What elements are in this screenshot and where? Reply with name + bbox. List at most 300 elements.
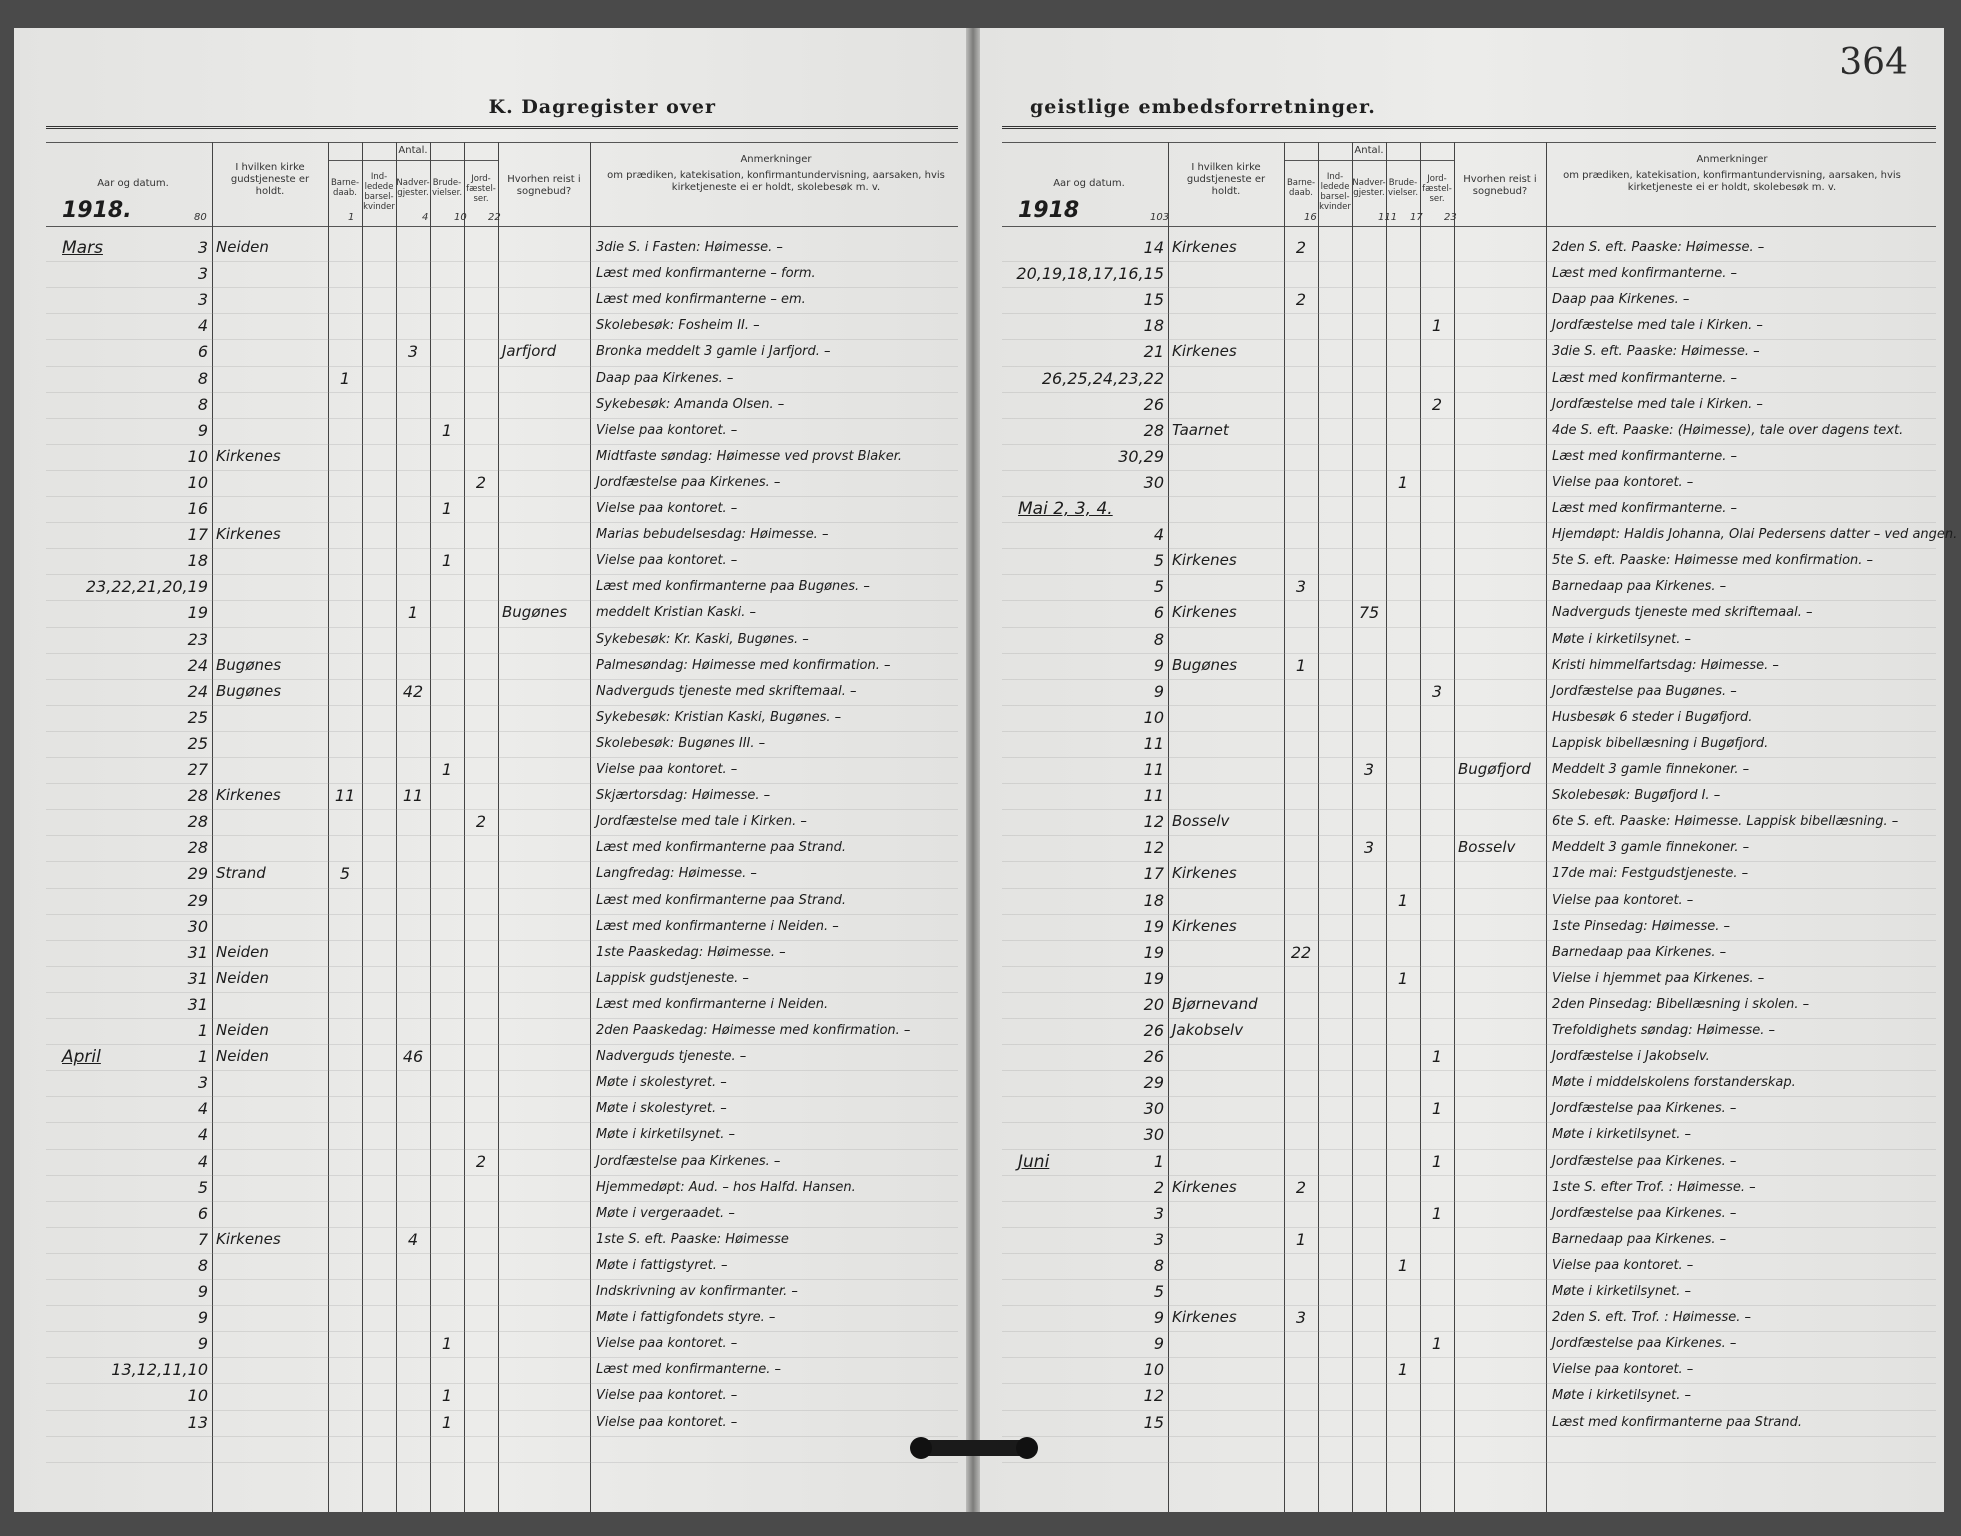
row-line bbox=[46, 1462, 958, 1463]
entry-day: 4 bbox=[1153, 525, 1164, 545]
row-line bbox=[1002, 1122, 1936, 1123]
entry-day: 13 bbox=[187, 1412, 208, 1432]
entry-remark: Barnedaap paa Kirkenes. – bbox=[1552, 579, 1727, 595]
column-header: Jord-fæstel-ser. bbox=[1422, 174, 1452, 204]
entry-church: Kirkenes bbox=[1172, 342, 1237, 361]
entry-sognebud: Bugøfjord bbox=[1458, 760, 1531, 778]
column-header: Anmerkninger bbox=[740, 154, 812, 165]
entry-day: 4 bbox=[197, 1125, 208, 1145]
entry-count-v: 1 bbox=[441, 499, 453, 518]
entry-remark: Møte i skolestyret. – bbox=[596, 1101, 727, 1117]
book-gutter bbox=[966, 28, 980, 1512]
entry-day: 11 bbox=[1143, 760, 1164, 779]
entry-day: 10 bbox=[1143, 707, 1164, 727]
entry-count-n: 3 bbox=[407, 342, 419, 362]
row-line bbox=[46, 366, 958, 367]
entry-sognebud: Bugønes bbox=[502, 603, 568, 622]
entry-day: 8 bbox=[1153, 629, 1164, 649]
entry-remark: Vielse paa kontoret. – bbox=[1552, 474, 1694, 490]
entry-remark: Lappisk bibellæsning i Bugøfjord. bbox=[1552, 735, 1769, 751]
row-line bbox=[1002, 339, 1936, 340]
entry-day: 9 bbox=[197, 420, 208, 440]
entry-day: 30 bbox=[1143, 1125, 1164, 1145]
row-line bbox=[46, 522, 958, 523]
row-line bbox=[1002, 679, 1936, 680]
entry-day: 1 bbox=[1153, 1151, 1164, 1171]
row-line bbox=[1002, 1383, 1936, 1384]
entry-day: 19 bbox=[1143, 968, 1164, 988]
top-rule bbox=[1002, 126, 1936, 129]
entry-day: 19 bbox=[1143, 942, 1164, 962]
row-line bbox=[1002, 940, 1936, 941]
entry-remark: Hjemdøpt: Haldis Johanna, Olai Pedersens datter – ved angen. bbox=[1552, 527, 1958, 543]
entry-day: 29 bbox=[187, 864, 208, 884]
entry-remark: Husbesøk 6 steder i Bugøfjord. bbox=[1552, 709, 1753, 725]
entry-remark: Jordfæstelse med tale i Kirken. – bbox=[596, 814, 807, 830]
entry-day: 26 bbox=[1143, 394, 1164, 414]
year: 1918 bbox=[1018, 198, 1080, 223]
entry-day: 17 bbox=[187, 525, 208, 545]
entry-remark: 3die S. i Fasten: Høimesse. – bbox=[596, 240, 783, 255]
entry-remark: Barnedaap paa Kirkenes. – bbox=[1552, 944, 1727, 960]
entry-remark: Møte i kirketilsynet. – bbox=[1552, 1127, 1692, 1143]
entry-remark: Jordfæstelse paa Kirkenes. – bbox=[1552, 1205, 1737, 1221]
entry-church: Neiden bbox=[216, 942, 269, 961]
entry-day: 29 bbox=[187, 890, 208, 910]
row-line bbox=[1002, 574, 1936, 575]
row-line bbox=[46, 392, 958, 393]
row-line bbox=[1002, 705, 1936, 706]
entry-church: Bugønes bbox=[1172, 655, 1238, 674]
entry-count-n: 75 bbox=[1358, 603, 1380, 623]
row-line bbox=[46, 1383, 958, 1384]
entry-day: 30,29 bbox=[1118, 446, 1164, 466]
entry-church: Kirkenes bbox=[1172, 238, 1237, 256]
row-line bbox=[1002, 914, 1936, 915]
entry-count-v: 1 bbox=[1397, 1360, 1409, 1380]
column-line bbox=[212, 142, 213, 1512]
entry-day: 11 bbox=[1143, 733, 1164, 753]
column-line bbox=[1352, 142, 1353, 1512]
column-header: Hvorhen reist i sognebud? bbox=[507, 174, 581, 197]
entry-church: Kirkenes bbox=[1172, 603, 1237, 622]
column-line bbox=[362, 142, 363, 1512]
entry-remark: 2den Pinsedag: Bibellæsning i skolen. – bbox=[1552, 996, 1810, 1012]
row-line bbox=[46, 992, 958, 993]
row-line bbox=[46, 679, 958, 680]
row-line bbox=[46, 653, 958, 654]
entry-day: 31 bbox=[187, 968, 208, 988]
row-line bbox=[46, 1122, 958, 1123]
entry-remark: 2den Paaskedag: Høimesse med konfirmation. – bbox=[596, 1023, 911, 1038]
entry-count-v: 1 bbox=[441, 420, 453, 440]
row-line bbox=[46, 835, 958, 836]
entry-count-v: 1 bbox=[1397, 890, 1409, 910]
entry-remark: Jordfæstelse med tale i Kirken. – bbox=[1552, 318, 1763, 334]
entry-remark: Barnedaap paa Kirkenes. – bbox=[1552, 1231, 1727, 1247]
entry-day: 12 bbox=[1143, 812, 1164, 832]
row-line bbox=[1002, 522, 1936, 523]
entry-day: 7 bbox=[197, 1229, 208, 1249]
row-line bbox=[46, 418, 958, 419]
row-line bbox=[46, 1279, 958, 1280]
entry-remark: 17de mai: Festgudstjeneste. – bbox=[1552, 866, 1749, 882]
row-line bbox=[46, 261, 958, 262]
entry-remark: Møte i fattigstyret. – bbox=[596, 1257, 728, 1273]
row-line bbox=[1002, 1410, 1936, 1411]
entry-day: 12 bbox=[1143, 838, 1164, 858]
entry-count-j: 1 bbox=[1431, 1203, 1443, 1223]
row-line bbox=[1002, 1253, 1936, 1254]
entry-count-v: 1 bbox=[441, 1386, 453, 1406]
entry-remark: Bronka meddelt 3 gamle i Jarfjord. – bbox=[596, 344, 831, 360]
entry-remark: Vielse paa kontoret. – bbox=[596, 553, 738, 569]
column-count: 80 bbox=[194, 212, 207, 223]
header-bottom-line bbox=[46, 226, 958, 227]
right-page bbox=[980, 28, 1958, 1512]
entry-remark: Vielse paa kontoret. – bbox=[1552, 1257, 1694, 1273]
column-header: Brude-vielser. bbox=[1387, 178, 1419, 198]
column-header: Nadver-gjester. bbox=[1352, 178, 1386, 198]
entry-day: 21 bbox=[1143, 342, 1164, 362]
entry-count-b: 22 bbox=[1290, 942, 1312, 962]
row-line bbox=[1002, 1331, 1936, 1332]
entry-remark: Vielse i hjemmet paa Kirkenes. – bbox=[1552, 970, 1765, 986]
entry-remark: 2den S. eft. Paaske: Høimesse. – bbox=[1552, 240, 1765, 255]
entry-remark: Kristi himmelfartsdag: Høimesse. – bbox=[1552, 657, 1779, 673]
entry-day: 6 bbox=[197, 342, 208, 362]
entry-remark: 1ste S. efter Trof. : Høimesse. – bbox=[1552, 1179, 1756, 1195]
entry-day: 5 bbox=[197, 1177, 208, 1197]
entry-count-j: 1 bbox=[1431, 1099, 1443, 1119]
entry-day: 2 bbox=[1153, 1177, 1164, 1197]
entry-remark: meddelt Kristian Kaski. – bbox=[596, 605, 757, 621]
entry-day: 9 bbox=[197, 1308, 208, 1328]
clip-knob bbox=[1016, 1437, 1038, 1459]
entry-day: 25 bbox=[187, 733, 208, 753]
column-count: 22 bbox=[488, 212, 501, 223]
entry-count-j: 2 bbox=[475, 472, 487, 492]
entry-count-b: 1 bbox=[339, 368, 351, 388]
entry-count-v: 1 bbox=[1397, 1255, 1409, 1275]
entry-remark: Meddelt 3 gamle finnekoner. – bbox=[1552, 840, 1750, 856]
entry-day: 30 bbox=[1143, 472, 1164, 492]
entry-day: 17 bbox=[1143, 864, 1164, 884]
entry-remark: Vielse paa kontoret. – bbox=[596, 422, 738, 438]
entry-day: 28 bbox=[187, 786, 208, 806]
entry-day: 24 bbox=[187, 681, 208, 701]
entry-church: Kirkenes bbox=[216, 786, 281, 805]
entry-remark: Langfredag: Høimesse. – bbox=[596, 866, 757, 882]
row-line bbox=[1002, 470, 1936, 471]
entry-count-j: 3 bbox=[1431, 681, 1443, 701]
entry-church: Kirkenes bbox=[1172, 1308, 1237, 1327]
clip-knob bbox=[910, 1437, 932, 1459]
entry-church: Kirkenes bbox=[216, 525, 281, 544]
left-page bbox=[14, 28, 966, 1512]
entry-day: 3 bbox=[197, 1073, 208, 1093]
column-header: Brude-vielser. bbox=[431, 178, 463, 198]
column-line bbox=[328, 142, 329, 1512]
row-line bbox=[1002, 1044, 1936, 1045]
entry-day: 10 bbox=[187, 446, 208, 466]
entry-remark: Jordfæstelse paa Kirkenes. – bbox=[1552, 1101, 1737, 1117]
row-line bbox=[46, 1305, 958, 1306]
entry-day: 23,22,21,20,19 bbox=[85, 577, 208, 597]
entry-day: 19 bbox=[187, 603, 208, 623]
column-line bbox=[430, 142, 431, 1512]
row-line bbox=[46, 731, 958, 732]
entry-day: 1 bbox=[197, 1021, 208, 1040]
entry-remark: Læst med konfirmanterne i Neiden. bbox=[596, 996, 829, 1012]
column-header: Barne-daab. bbox=[330, 178, 360, 198]
entry-remark: 1ste S. eft. Paaske: Høimesse bbox=[596, 1231, 789, 1247]
row-line bbox=[1002, 888, 1936, 889]
entry-count-v: 1 bbox=[1397, 472, 1409, 492]
month-label: April bbox=[62, 1047, 101, 1068]
row-line bbox=[1002, 287, 1936, 288]
entry-day: 18 bbox=[187, 551, 208, 571]
row-line bbox=[1002, 731, 1936, 732]
entry-count-j: 1 bbox=[1431, 316, 1443, 336]
entry-remark: Lappisk gudstjeneste. – bbox=[596, 970, 749, 986]
column-header: Jord-fæstel-ser. bbox=[466, 174, 496, 204]
binding-clip bbox=[914, 1440, 1034, 1456]
row-line bbox=[46, 600, 958, 601]
entry-day: 14 bbox=[1143, 238, 1164, 257]
entry-day: 15 bbox=[1143, 290, 1164, 310]
row-line bbox=[46, 914, 958, 915]
row-line bbox=[1002, 809, 1936, 810]
antal-line bbox=[328, 160, 498, 161]
entry-count-v: 1 bbox=[441, 1334, 453, 1354]
entry-day: 12 bbox=[1143, 1386, 1164, 1406]
entry-remark: Skolebesøk: Bugønes III. – bbox=[596, 735, 766, 751]
entry-remark: Skolebesøk: Fosheim II. – bbox=[596, 318, 760, 334]
entry-count-j: 1 bbox=[1431, 1334, 1443, 1354]
entry-count-b: 5 bbox=[339, 864, 351, 884]
row-line bbox=[1002, 835, 1936, 836]
row-line bbox=[1002, 261, 1936, 262]
row-line bbox=[1002, 1357, 1936, 1358]
column-header: Barne-daab. bbox=[1286, 178, 1316, 198]
column-count: 10 bbox=[454, 212, 467, 223]
entry-count-j: 2 bbox=[1431, 394, 1443, 414]
row-line bbox=[1002, 313, 1936, 314]
row-line bbox=[1002, 1227, 1936, 1228]
row-line bbox=[1002, 1201, 1936, 1202]
entry-count-b: 3 bbox=[1295, 577, 1307, 597]
entry-count-v: 1 bbox=[441, 760, 453, 779]
entry-remark: Vielse paa kontoret. – bbox=[596, 1414, 738, 1430]
entry-church: Bugønes bbox=[216, 681, 282, 700]
entry-remark: Jordfæstelse paa Kirkenes. – bbox=[596, 474, 781, 490]
row-line bbox=[46, 444, 958, 445]
entry-remark: Læst med konfirmanterne. – bbox=[596, 1362, 782, 1378]
entry-church: Kirkenes bbox=[1172, 551, 1237, 570]
row-line bbox=[46, 548, 958, 549]
register-title-left: K. Dagregister over bbox=[488, 96, 716, 118]
row-line bbox=[46, 339, 958, 340]
year: 1918. bbox=[62, 198, 132, 223]
row-line bbox=[1002, 966, 1936, 967]
entry-day: 26 bbox=[1143, 1047, 1164, 1067]
entry-remark: Jordfæstelse paa Kirkenes. – bbox=[1552, 1153, 1737, 1169]
entry-count-b: 2 bbox=[1295, 290, 1307, 310]
entry-remark: Jordfæstelse paa Kirkenes. – bbox=[596, 1153, 781, 1169]
entry-day: 8 bbox=[197, 368, 208, 388]
entry-day: 10 bbox=[1143, 1360, 1164, 1380]
entry-count-n: 1 bbox=[407, 603, 419, 623]
entry-remark: Sykebesøk: Kristian Kaski, Bugønes. – bbox=[596, 709, 842, 725]
column-header: I hvilken kirke gudstjeneste er holdt. bbox=[230, 162, 310, 197]
ledger-spread bbox=[14, 28, 1958, 1512]
top-rule bbox=[46, 126, 958, 129]
row-line bbox=[46, 470, 958, 471]
column-header: I hvilken kirke gudstjeneste er holdt. bbox=[1186, 162, 1266, 197]
entry-remark: Vielse paa kontoret. – bbox=[596, 501, 738, 516]
entry-church: Neiden bbox=[216, 238, 269, 256]
entry-remark: Læst med konfirmanterne paa Strand. bbox=[596, 840, 846, 856]
column-header: Aar og datum. bbox=[1053, 178, 1125, 189]
entry-remark: Trefoldighets søndag: Høimesse. – bbox=[1552, 1023, 1776, 1038]
entry-day: 3 bbox=[197, 238, 208, 257]
entry-day: 31 bbox=[187, 994, 208, 1014]
entry-remark: Læst med konfirmanterne. – bbox=[1552, 266, 1738, 282]
row-line bbox=[1002, 548, 1936, 549]
entry-remark: Læst med konfirmanterne i Neiden. – bbox=[596, 918, 839, 934]
antal-line bbox=[1284, 160, 1454, 161]
entry-remark: 1ste Pinsedag: Høimesse. – bbox=[1552, 918, 1731, 934]
entry-day: 31 bbox=[187, 942, 208, 962]
column-count: 17 bbox=[1410, 212, 1423, 223]
entry-count-j: 2 bbox=[475, 1151, 487, 1171]
entry-remark: Indskrivning av konfirmanter. – bbox=[596, 1284, 798, 1299]
entry-remark: Læst med konfirmanterne paa Strand. bbox=[1552, 1414, 1802, 1430]
column-header: Antal. bbox=[1354, 145, 1384, 156]
row-line bbox=[46, 783, 958, 784]
row-line bbox=[1002, 496, 1936, 497]
column-count: 111 bbox=[1378, 212, 1398, 223]
entry-remark: Jordfæstelse paa Kirkenes. – bbox=[1552, 1336, 1737, 1352]
entry-church: Jakobselv bbox=[1172, 1021, 1244, 1039]
row-line bbox=[1002, 992, 1936, 993]
column-count: 1 bbox=[348, 212, 355, 223]
entry-remark: 2den S. eft. Trof. : Høimesse. – bbox=[1552, 1310, 1752, 1326]
entry-church: Kirkenes bbox=[216, 1229, 281, 1248]
row-line bbox=[1002, 366, 1936, 367]
row-line bbox=[46, 574, 958, 575]
entry-day: 20 bbox=[1143, 994, 1164, 1014]
entry-remark: Meddelt 3 gamle finnekoner. – bbox=[1552, 762, 1750, 777]
entry-church: Kirkenes bbox=[1172, 916, 1237, 935]
row-line bbox=[46, 1096, 958, 1097]
entry-day: 5 bbox=[1153, 1282, 1164, 1301]
entry-remark: Hjemmedøpt: Aud. – hos Halfd. Hansen. bbox=[596, 1179, 856, 1195]
column-line bbox=[1420, 142, 1421, 1512]
entry-remark: 1ste Paaskedag: Høimesse. – bbox=[596, 944, 786, 960]
column-header: Antal. bbox=[398, 145, 428, 156]
column-line bbox=[1454, 142, 1455, 1512]
entry-day: 9 bbox=[1153, 1308, 1164, 1328]
column-header: Nadver-gjester. bbox=[396, 178, 430, 198]
entry-remark: Jordfæstelse med tale i Kirken. – bbox=[1552, 396, 1763, 412]
column-line bbox=[590, 142, 591, 1512]
entry-day: 13,12,11,10 bbox=[111, 1360, 208, 1380]
entry-day: 9 bbox=[1153, 655, 1164, 675]
entry-day: 18 bbox=[1143, 890, 1164, 910]
header-top-line bbox=[46, 142, 958, 143]
entry-remark: Nadverguds tjeneste med skriftemaal. – bbox=[596, 683, 857, 699]
entry-remark: Jordfæstelse i Jakobselv. bbox=[1552, 1049, 1710, 1065]
row-line bbox=[46, 1201, 958, 1202]
entry-remark: Vielse paa kontoret. – bbox=[1552, 1362, 1694, 1378]
entry-remark: Jordfæstelse paa Bugønes. – bbox=[1552, 683, 1737, 699]
row-line bbox=[46, 705, 958, 706]
month-label: Mai 2, 3, 4. bbox=[1018, 499, 1113, 519]
row-line bbox=[1002, 653, 1936, 654]
column-header: Ind-ledede barsel-kvinder bbox=[1319, 172, 1351, 212]
entry-church: Kirkenes bbox=[1172, 864, 1237, 883]
entry-day: 8 bbox=[1153, 1255, 1164, 1275]
row-line bbox=[46, 940, 958, 941]
row-line bbox=[46, 861, 958, 862]
row-line bbox=[1002, 1279, 1936, 1280]
entry-day: 30 bbox=[1143, 1099, 1164, 1119]
entry-count-n: 3 bbox=[1363, 760, 1375, 779]
row-line bbox=[1002, 1175, 1936, 1176]
row-line bbox=[46, 1018, 958, 1019]
entry-day: 28 bbox=[187, 838, 208, 858]
entry-count-n: 42 bbox=[402, 681, 424, 701]
entry-church: Bjørnevand bbox=[1172, 994, 1258, 1013]
header-top-line bbox=[1002, 142, 1936, 143]
entry-remark: Vielse paa kontoret. – bbox=[596, 1388, 738, 1404]
column-line bbox=[498, 142, 499, 1512]
entry-day: 23 bbox=[187, 629, 208, 649]
entry-church: Bosselv bbox=[1172, 812, 1230, 831]
entry-day: 6 bbox=[197, 1203, 208, 1223]
entry-day: 26 bbox=[1143, 1021, 1164, 1040]
entry-remark: Skjærtorsdag: Høimesse. – bbox=[596, 788, 771, 804]
entry-day: 28 bbox=[187, 812, 208, 832]
entry-day: 24 bbox=[187, 655, 208, 675]
entry-remark: Sykebesøk: Amanda Olsen. – bbox=[596, 396, 785, 412]
column-count: 16 bbox=[1304, 212, 1317, 223]
entry-remark: Møte i kirketilsynet. – bbox=[596, 1127, 736, 1143]
row-line bbox=[1002, 1018, 1936, 1019]
entry-day: 3 bbox=[1153, 1203, 1164, 1223]
entry-remark: Læst med konfirmanterne. – bbox=[1552, 501, 1738, 516]
entry-count-j: 2 bbox=[475, 812, 487, 832]
entry-remark: Daap paa Kirkenes. – bbox=[596, 370, 734, 386]
column-count: 103 bbox=[1150, 212, 1170, 223]
entry-sognebud: Jarfjord bbox=[502, 342, 557, 361]
entry-count-n: 3 bbox=[1363, 838, 1375, 858]
entry-count-v: 1 bbox=[1397, 968, 1409, 988]
entry-remark: Midtfaste søndag: Høimesse ved provst Blaker. bbox=[596, 448, 902, 464]
entry-count-v: 1 bbox=[441, 1412, 453, 1432]
entry-day: 25 bbox=[187, 707, 208, 727]
row-line bbox=[1002, 392, 1936, 393]
entry-count-n: 11 bbox=[402, 786, 424, 806]
row-line bbox=[46, 1331, 958, 1332]
row-line bbox=[46, 627, 958, 628]
entry-day: 8 bbox=[197, 1255, 208, 1275]
entry-day: 4 bbox=[197, 1151, 208, 1171]
entry-church: Kirkenes bbox=[1172, 1177, 1237, 1196]
entry-day: 29 bbox=[1143, 1073, 1164, 1093]
